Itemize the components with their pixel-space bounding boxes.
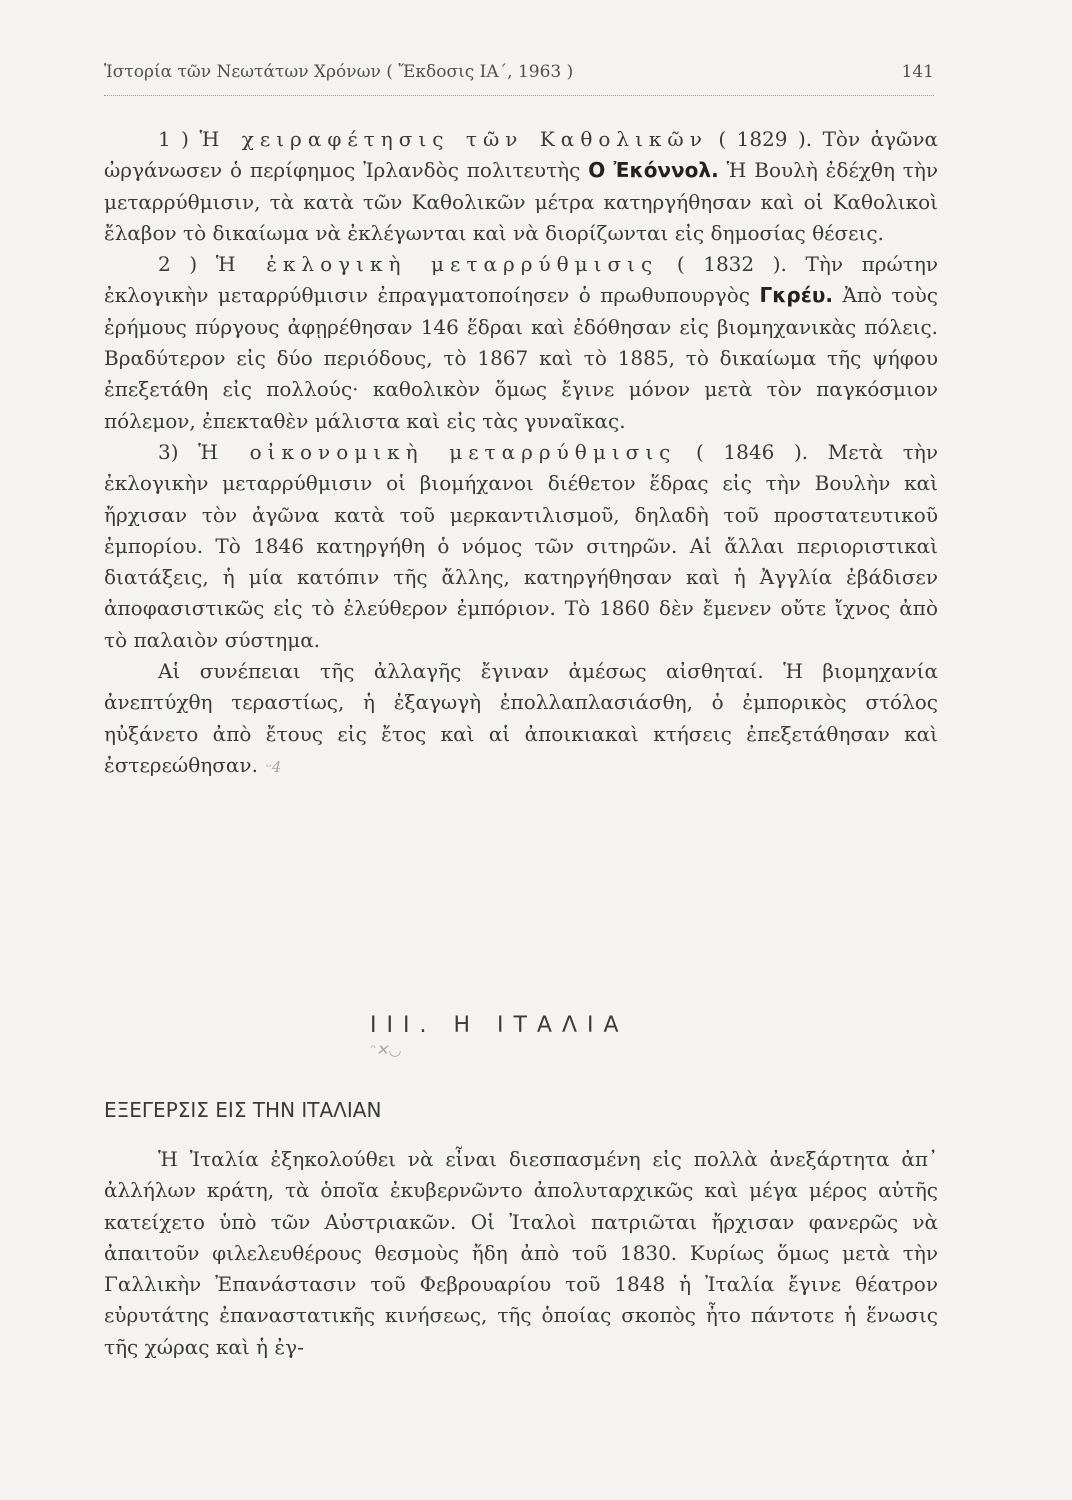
subheading: ΕΞΕΓΕΡΣΙΣ ΕΙΣ ΤΗΝ ΙΤΑΛΙΑΝ — [104, 1098, 382, 1122]
page-number: 141 — [901, 62, 934, 82]
item-year: ( 1846 ). — [676, 439, 809, 464]
paragraph-text: Ἀπὸ τοὺς ἐρήμους πύργους ἀφῃρέθησαν 146 ἕδραι καὶ ἐδόθησαν εἰς βιομηχανικὰς πόλεις. Βραδύτερον εἰς δύο περιόδους, τὸ 1867 καὶ τὸ 1885, τὸ δικαίωμα τῆς ψήφου ἐπεξετάθη εἰς πολλούς· καθολικὸν ὅμως ἔγινε μόνον μετὰ τὸν παγκόσμιον πόλεμον, ἐπεκταθὲν μάλιστα καὶ εἰς τὰς γυναῖκας. — [104, 283, 938, 433]
section-title: III. Η ΙΤΑΛΙΑ — [370, 1013, 629, 1038]
item-year: ( 1832 ). — [658, 252, 787, 277]
bold-name: Γκρέυ. — [759, 283, 833, 308]
item-number: 3) — [158, 439, 199, 464]
item-heading: Ἡ ἐκλογικὴ μεταρρύθμισις — [215, 252, 659, 277]
paragraph-text: Μετὰ τὴν ἐκλογικὴν μεταρρύθμισιν οἱ βιομήχανοι διέθετον ἕδρας εἰς τὴν Βουλὴν καὶ ἤρχισαν τὸν ἀγῶνα κατὰ τοῦ μερκαντιλισμοῦ, δηλαδὴ τοῦ προστατευτικοῦ ἐμπορίου. Τὸ 1846 κατηργήθη ὁ νόμος τῶν σιτηρῶν. Αἱ ἄλλαι περιοριστικαὶ διατάξεις, ἡ μία κατόπιν τῆς ἄλλης, κατηργήθησαν καὶ ἡ Ἀγγλία ἐβάδισεν ἀποφασιστικῶς εἰς τὸ ἐλεύθερον ἐμπόριον. Τὸ 1860 δὲν ἔμενεν οὔτε ἴχνος ἀπὸ τὸ παλαιὸν σύστημα. — [104, 439, 938, 652]
pencil-mark: ᵔ✕◡ — [370, 1041, 402, 1059]
header-title: Ἱστορία τῶν Νεωτάτων Χρόνων ( Ἔκδοσις ΙΑ΄, 1963 ) — [104, 62, 574, 82]
paragraph-electoral-reform — [104, 249, 938, 437]
item-heading: Ἡ οἰκονομικὴ μεταρρύθμισις — [198, 439, 677, 464]
pencil-mark: ᵕ4 — [265, 757, 282, 776]
paragraph-italy — [104, 1144, 938, 1363]
paragraph-text: Ἡ Ἰταλία ἐξηκολούθει νὰ εἶναι διεσπασμένη εἰς πολλὰ ἀνεξάρτητα ἀπ᾿ ἀλλήλων κράτη, τὰ ὁποῖα ἐκυβερνῶντο ἀπολυταρχικῶς καὶ μέγα μέρος αὐτῆς κατείχετο ὑπὸ τῶν Αὐστριακῶν. Οἱ Ἰταλοὶ πατριῶται ἤρχισαν φανερῶς νὰ ἀπαιτοῦν φιλελευθέρους θεσμοὺς ἤδη ἀπὸ τοῦ 1830. Κυρίως ὅμως μετὰ τὴν Γαλλικὴν Ἐπανάστασιν τοῦ Φεβρουαρίου τοῦ 1848 ἡ Ἰταλία ἔγινε θέατρον εὐρυτάτης ἐπαναστατικῆς κινήσεως, τῆς ὁποίας σκοπὸς ἦτο πάντοτε ἡ ἕνωσις τῆς χώρας καὶ ἡ ἐγ- — [104, 1147, 938, 1359]
paragraph-text: Τὸν ἀγῶνα ὠργάνωσεν ὁ περίφημος Ἰρλανδὸς πολιτευτὴς — [104, 127, 939, 183]
running-header — [104, 62, 934, 88]
text-body — [104, 124, 938, 783]
item-year: ( 1829 ). — [707, 127, 813, 151]
item-number: 2 ) — [158, 252, 216, 277]
text-body-italy — [104, 1144, 938, 1363]
item-heading: Ἡ χειραφέτησις τῶν Καθολικῶν — [199, 127, 708, 151]
paragraph-text: Ἡ Βουλὴ ἐδέχθη τὴν μεταρρύθμισιν, τὰ κατὰ τῶν Καθολικῶν μέτρα κατηργήθησαν καὶ οἱ Καθολικοὶ ἔλαβον τὸ δικαίωμα νὰ ἐκλέγωνται καὶ νὰ διορίζωνται εἰς δημοσίας θέσεις. — [104, 158, 939, 245]
paragraph-text: Τὴν πρώτην ἐκλογικὴν μεταρρύθμισιν ἐπραγματοποίησεν ὁ πρωθυπουργὸς — [104, 252, 939, 308]
header-divider — [104, 95, 934, 96]
paragraph-catholic-emancipation — [104, 124, 938, 249]
bold-name: Ο Ἐκόννολ. — [588, 158, 719, 183]
paragraph-consequences — [104, 656, 938, 783]
item-number: 1 ) — [158, 127, 200, 151]
paragraph-economic-reform — [104, 437, 938, 656]
paragraph-text: Αἱ συνέπειαι τῆς ἀλλαγῆς ἔγιναν ἀμέσως αἰσθηταί. Ἡ βιομηχανία ἀνεπτύχθη τεραστίως, ἡ ἐξαγωγὴ ἐπολλαπλασιάσθη, ὁ ἐμπορικὸς στόλος ηὐξάνετο ἀπὸ ἔτους εἰς ἔτος καὶ αἱ ἀποικιακαὶ κτήσεις ἐπεξετάθησαν καὶ ἐστερεώθησαν. — [104, 659, 938, 777]
